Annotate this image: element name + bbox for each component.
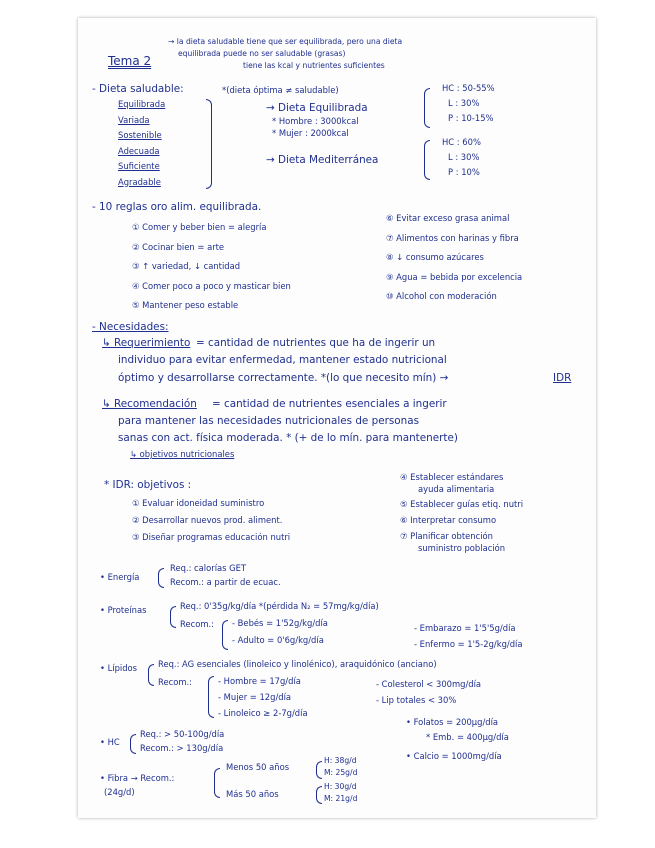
nutrient-detail: - Bebés = 1'52g/kg/día	[232, 618, 328, 628]
nutrient-detail: (24g/d)	[104, 787, 135, 797]
nutrient-detail: - Hombre = 17g/día	[218, 676, 301, 686]
idr-objective: ③ Diseñar programas educación nutri	[132, 532, 291, 542]
tag: IDR	[553, 372, 572, 384]
definition-line: para mantener las necesidades nutricionales de personas	[118, 415, 420, 427]
tag: ↳ objetivos nutricionales	[130, 449, 235, 459]
nutrient-detail: • Folatos = 200μg/día	[406, 717, 499, 727]
section-heading: - 10 reglas oro alim. equilibrada.	[92, 201, 262, 213]
header-note: tiene las kcal y nutrientes suficientes	[243, 61, 385, 70]
definition-line: óptimo y desarrollarse correctamente. *(lo que necesito mín) →	[118, 372, 449, 384]
definition-line: = cantidad de nutrientes que ha de ingerir un	[196, 337, 436, 349]
idr-objective: ⑤ Establecer guías etiq. nutri	[400, 499, 524, 509]
idr-objective: ayuda alimentaria	[418, 484, 495, 494]
macro-value: P : 10-15%	[448, 113, 494, 123]
nutrient-detail: - Enfermo = 1'5-2g/kg/día	[414, 639, 523, 649]
definition-line: = cantidad de nutrientes esenciales a ingerir	[212, 398, 447, 410]
idr-objective: suministro población	[418, 543, 506, 553]
brace	[316, 761, 322, 779]
diet-item: Equilibrada	[118, 99, 166, 109]
idr-objective: ① Evaluar idoneidad suministro	[132, 498, 265, 508]
section-heading: - Necesidades:	[92, 321, 169, 333]
nutrient-detail: - Adulto = 0'6g/kg/día	[232, 635, 324, 645]
nutrient-detail: - Colesterol < 300mg/día	[376, 679, 482, 689]
diet-label: → Dieta Mediterránea	[266, 154, 379, 166]
macro-value: L : 30%	[448, 152, 480, 162]
idr-objective: ② Desarrollar nuevos prod. aliment.	[132, 515, 283, 525]
nutrient-detail: H: 30g/d	[324, 782, 357, 791]
nutrient-detail: Req.: 0'35g/kg/día *(pérdida N₂ = 57mg/kg/día)	[180, 601, 379, 611]
brace	[316, 786, 322, 804]
nutrient-detail: Recom.:	[158, 677, 192, 687]
rule-item: ⑤ Mantener peso estable	[132, 300, 239, 310]
macro-value: P : 10%	[448, 167, 480, 177]
rule-item: ⑨ Agua = bebida por excelencia	[386, 271, 523, 282]
nutrient-detail: * Emb. = 400μg/día	[426, 732, 509, 742]
diet-detail: * Mujer : 2000kcal	[272, 128, 349, 138]
aside-note: *(dieta óptima ≠ saludable)	[222, 85, 339, 95]
diet-detail: * Hombre : 3000kcal	[272, 116, 359, 126]
page-title: Tema 2	[108, 54, 152, 68]
term: ↳ Recomendación	[102, 398, 197, 410]
diet-item: Agradable	[118, 176, 161, 187]
idr-objective: ④ Establecer estándares	[400, 472, 504, 482]
brace	[222, 620, 228, 650]
nutrient-label: • HC	[100, 737, 120, 747]
macro-value: HC : 50-55%	[442, 83, 495, 93]
brace	[214, 768, 220, 798]
nutrient-detail: - Linoleico ≥ 2-7g/día	[218, 708, 308, 718]
rule-item: ② Cocinar bien = arte	[132, 241, 225, 252]
diet-item: Adecuada	[118, 145, 160, 156]
idr-objective: ⑦ Planificar obtención	[400, 531, 493, 541]
rule-item: ⑩ Alcohol con moderación	[386, 291, 497, 301]
term: ↳ Requerimiento	[102, 337, 191, 349]
brace	[170, 606, 176, 628]
macro-value: HC : 60%	[442, 137, 481, 147]
diet-item: Variada	[118, 114, 150, 125]
macro-value: L : 30%	[448, 98, 480, 108]
nutrient-detail: Menos 50 años	[226, 762, 290, 772]
rule-item: ① Comer y beber bien = alegría	[132, 222, 267, 232]
brace	[206, 99, 212, 189]
definition-line: individuo para evitar enfermedad, mantener estado nutricional	[118, 354, 447, 366]
section-heading: - Dieta saludable:	[92, 83, 184, 95]
rule-item: ⑧ ↓ consumo azúcares	[386, 252, 484, 262]
brace	[148, 664, 154, 686]
nutrient-detail: Recom.:	[180, 619, 214, 629]
diet-label: → Dieta Equilibrada	[266, 102, 368, 114]
nutrient-detail: • Calcio = 1000mg/día	[406, 751, 502, 761]
brace	[208, 676, 214, 718]
nutrient-detail: - Embarazo = 1'5'5g/día	[414, 623, 516, 633]
section-heading: * IDR: objetivos :	[104, 479, 192, 491]
header-note: equilibrada puede no ser saludable (grasas)	[178, 49, 346, 58]
nutrient-detail: - Mujer = 12g/día	[218, 692, 292, 702]
nutrient-detail: H: 38g/d	[324, 756, 357, 765]
rule-item: ③ ↑ variedad, ↓ cantidad	[132, 261, 241, 271]
brace	[424, 88, 430, 128]
nutrient-detail: Recom.: > 130g/día	[140, 743, 224, 753]
nutrient-detail: M: 25g/d	[324, 768, 358, 777]
diet-item: Sostenible	[118, 130, 162, 140]
nutrient-label: • Proteínas	[100, 605, 147, 615]
rule-item: ⑥ Evitar exceso grasa animal	[386, 213, 510, 223]
nutrient-detail: Req.: calorías GET	[170, 563, 247, 573]
diet-item: Suficiente	[118, 161, 160, 171]
nutrient-label: • Lípidos	[100, 663, 138, 673]
nutrient-label: • Fibra → Recom.:	[100, 773, 175, 783]
brace	[424, 140, 430, 180]
nutrient-detail: - Lip totales < 30%	[376, 695, 457, 705]
nutrient-detail: Req.: > 50-100g/día	[140, 729, 225, 739]
nutrient-label: • Energía	[100, 572, 140, 582]
brace	[158, 568, 164, 588]
nutrient-detail: M: 21g/d	[324, 794, 358, 803]
nutrient-detail: Recom.: a partir de ecuac.	[170, 577, 281, 587]
header-note: → la dieta saludable tiene que ser equilibrada, pero una dieta	[168, 37, 403, 46]
idr-objective: ⑥ Interpretar consumo	[400, 515, 497, 525]
brace	[130, 734, 136, 754]
nutrient-detail: Más 50 años	[226, 789, 279, 799]
rule-item: ⑦ Alimentos con harinas y fibra	[386, 232, 519, 243]
definition-line: sanas con act. física moderada. * (+ de lo mín. para mantenerte)	[118, 432, 458, 444]
nutrient-detail: Req.: AG esenciales (linoleico y linolénico), araquidónico (anciano)	[158, 659, 437, 669]
rule-item: ④ Comer poco a poco y masticar bien	[132, 280, 291, 291]
